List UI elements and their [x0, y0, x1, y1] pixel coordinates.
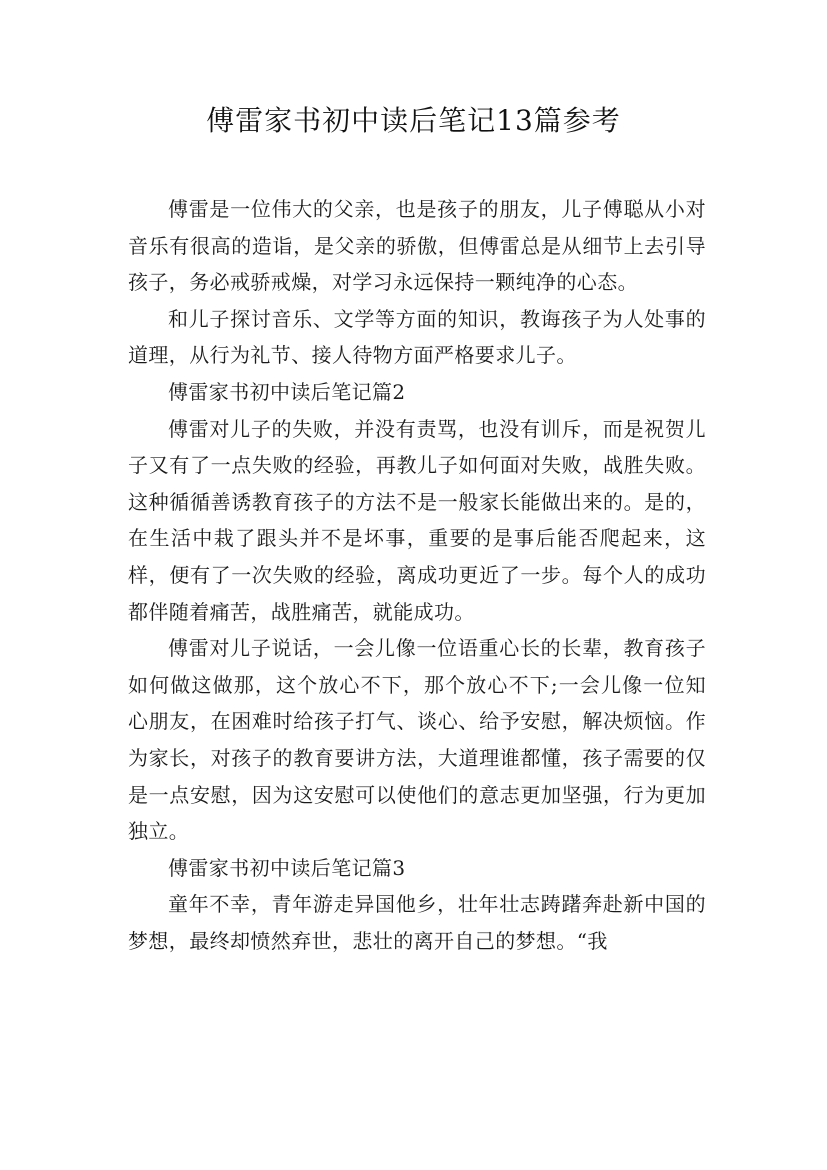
paragraph: 童年不幸，青年游走异国他乡，壮年壮志踌躇奔赴新中国的梦想，最终却愤然弃世，悲壮的离开自己的梦想。“我: [128, 892, 706, 953]
paragraph: 和儿子探讨音乐、文学等方面的知识，教诲孩子为人处事的道理，从行为礼节、接人待物方面严格要求儿子。: [128, 306, 706, 368]
section-heading: 傅雷家书初中读后笔记篇3: [168, 855, 406, 880]
paragraph: 傅雷是一位伟大的父亲，也是孩子的朋友，儿子傅聪从小对音乐有很高的造诣，是父亲的骄傲，但傅雷总是从细节上去引导孩子，务必戒骄戒燥，对学习永远保持一颗纯净的心态。: [128, 197, 706, 295]
document-body: [128, 191, 706, 959]
paragraph: 傅雷对儿子说话，一会儿像一位语重心长的长辈，教育孩子如何做这做那，这个放心不下，那个放心不下;一会儿像一位知心朋友，在困难时给孩子打气、谈心、给予安慰，解决烦恼。作为家长，对孩子的教育要讲方法，大道理谁都懂，孩子需要的仅是一点安慰，因为这安慰可以使他们的意志更加坚强，行为更加独立。: [128, 636, 706, 844]
paragraph: 傅雷对儿子的失败，并没有责骂，也没有训斥，而是祝贺儿子又有了一点失败的经验，再教儿子如何面对失败，战胜失败。这种循循善诱教育孩子的方法不是一般家长能做出来的。是的，在生活中栽了跟头并不是坏事，重要的是事后能否爬起来，这样，便有了一次失败的经验，离成功更近了一步。每个人的成功都伴随着痛苦，战胜痛苦，就能成功。: [128, 416, 706, 624]
section-heading: 傅雷家书初中读后笔记篇2: [168, 379, 406, 404]
document-title: 傅雷家书初中读后笔记13篇参考: [206, 104, 621, 137]
